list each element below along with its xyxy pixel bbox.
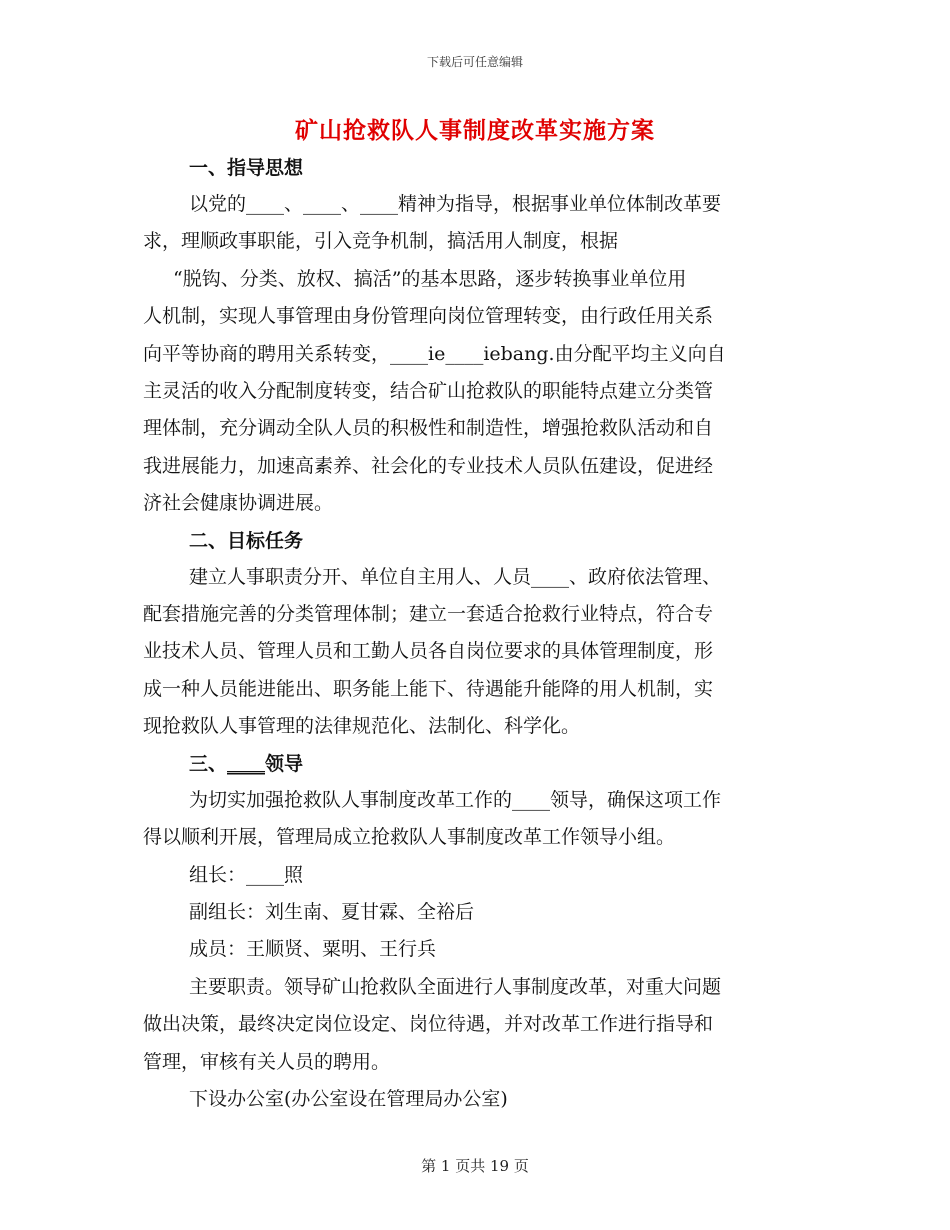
group-deputy-leaders: 副组长：刘生南、夏甘霖、全裕后 [189, 900, 475, 923]
text-line: 管理，审核有关人员的聘用。 [143, 1050, 391, 1073]
text-line: 建立人事职责分开、单位自主用人、人员____、政府依法管理、 [189, 565, 722, 588]
text-line: 求，理顺政事职能，引入竞争机制，搞活用人制度，根据 [143, 230, 619, 253]
section-heading-leadership [143, 746, 808, 782]
document-body [143, 150, 808, 1118]
text-line: 为切实加强抢救队人事制度改革工作的____领导，确保这项工作 [189, 788, 722, 811]
page-footer: 第 1 页共 19 页 [421, 1157, 529, 1175]
text-line: 业技术人员、管理人员和工勤人员各自岗位要求的具体管理制度，形 [143, 640, 714, 663]
text-line: 向平等协商的聘用关系转变，____ie____iebang.由分配平均主义向自 [143, 342, 726, 365]
text-line: 人机制，实现人事管理由身份管理向岗位管理转变，由行政任用关系 [143, 305, 714, 328]
heading-blank: ____ [227, 752, 266, 775]
section-paragraph-goals [143, 559, 808, 746]
group-members: 成员：王顺贤、粟明、王行兵 [189, 938, 437, 961]
text-line: 成一种人员能进能出、职务能上能下、待遇能升能降的用人机制，实 [143, 677, 714, 700]
heading-suffix: 领导 [265, 752, 304, 775]
text-line: 以党的____、____、____精神为指导，根据事业单位体制改革要 [189, 193, 722, 215]
text-line: 主要职责。领导矿山抢救队全面进行人事制度改革，对重大问题 [189, 975, 722, 998]
heading-prefix: 三、 [189, 752, 228, 775]
document-title: 矿山抢救队人事制度改革实施方案 [295, 117, 655, 144]
text-line: 济社会健康协调进展。 [143, 492, 334, 515]
section-paragraph-guiding-ideology [143, 186, 808, 523]
text-line: 配套措施完善的分类管理体制；建立一套适合抢救行业特点，符合专 [143, 603, 714, 626]
header-note: 下载后可任意编辑 [426, 55, 523, 69]
office-note: 下设办公室(办公室设在管理局办公室) [189, 1087, 508, 1110]
text-line: 做出决策，最终决定岗位设定、岗位待遇，并对改革工作进行指导和 [143, 1013, 714, 1036]
section-heading-guiding-ideology: 一、指导思想 [189, 157, 304, 179]
text-line: “脱钩、分类、放权、搞活”的基本思路，逐步转换事业单位用 [173, 267, 687, 290]
text-line: 主灵活的收入分配制度转变，结合矿山抢救队的职能特点建立分类管 [143, 380, 714, 403]
text-line: 我进展能力，加速高素养、社会化的专业技术人员队伍建设，促进经 [143, 454, 714, 477]
text-line: 现抢救队人事管理的法律规范化、法制化、科学化。 [143, 715, 581, 738]
text-line: 理体制，充分调动全队人员的积极性和制造性，增强抢救队活动和自 [143, 417, 714, 440]
section-heading-goals: 二、目标任务 [189, 529, 304, 552]
group-leader: 组长：____照 [189, 863, 304, 886]
text-line: 得以顺利开展，管理局成立抢救队人事制度改革工作领导小组。 [143, 826, 676, 849]
section-paragraph-leadership [143, 782, 808, 1119]
